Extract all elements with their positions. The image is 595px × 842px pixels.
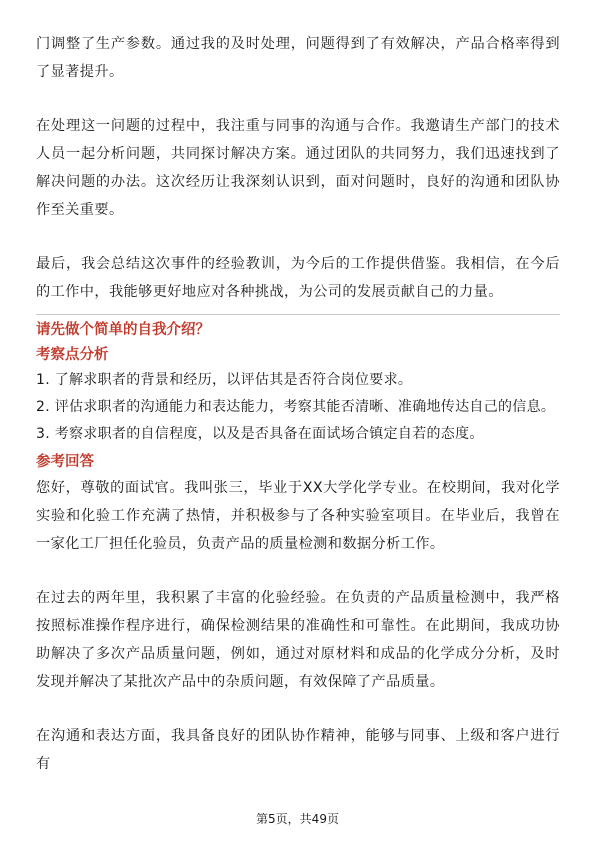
answer-heading: 参考回答 <box>36 454 94 470</box>
body-paragraph: 门调整了生产参数。通过我的及时处理，问题得到了有效解决，产品合格率得到了显著提升。 <box>36 36 560 80</box>
paragraph-gap <box>36 86 560 112</box>
analysis-item: 3. 考察求职者的自信程度，以及是否具备在面试场合镇定自若的态度。 <box>36 426 484 442</box>
section-divider <box>36 314 560 315</box>
document-page <box>36 30 560 778</box>
body-paragraph: 在处理这一问题的过程中，我注重与同事的沟通与合作。我邀请生产部门的技术人员一起分析问题，共同探讨解决方案。通过团队的共同努力，我们迅速找到了解决问题的办法。这次经历让我深刻认识到，面对问题时，良好的沟通和团队协作至关重要。 <box>36 118 560 218</box>
answer-paragraph: 在过去的两年里，我积累了丰富的化验经验。在负责的产品质量检测中，我严格按照标准操作程序进行，确保检测结果的准确性和可靠性。在此期间，我成功协助解决了多次产品质量问题，例如，通过对原材料和成品的化学成分分析，及时发现并解决了某批次产品中的杂质问题，有效保障了产品质量。 <box>36 590 560 690</box>
interview-question: 请先做个简单的自我介绍？ <box>36 322 210 338</box>
answer-paragraph: 您好，尊敬的面试官。我叫张三，毕业于XX大学化学专业。在校期间，我对化学实验和化验工作充满了热情，并积极参与了各种实验室项目。在毕业后，我曾在一家化工厂担任化验员，负责产品的质量检测和数据分析工作。 <box>36 480 560 552</box>
paragraph-gap <box>36 224 560 250</box>
analysis-heading: 考察点分析 <box>36 347 109 363</box>
analysis-item: 1. 了解求职者的背景和经历，以评估其是否符合岗位要求。 <box>36 372 413 388</box>
answer-paragraph: 在沟通和表达方面，我具备良好的团队协作精神，能够与同事、上级和客户进行有 <box>36 728 560 772</box>
analysis-item: 2. 评估求职者的沟通能力和表达能力，考察其能否清晰、准确地传达自己的信息。 <box>36 399 556 415</box>
paragraph-gap <box>36 558 560 584</box>
paragraph-gap <box>36 696 560 722</box>
body-paragraph: 最后，我会总结这次事件的经验教训，为今后的工作提供借鉴。我相信，在今后的工作中，我能够更好地应对各种挑战，为公司的发展贡献自己的力量。 <box>36 256 560 300</box>
page-number: 第5页，共49页 <box>256 812 339 826</box>
